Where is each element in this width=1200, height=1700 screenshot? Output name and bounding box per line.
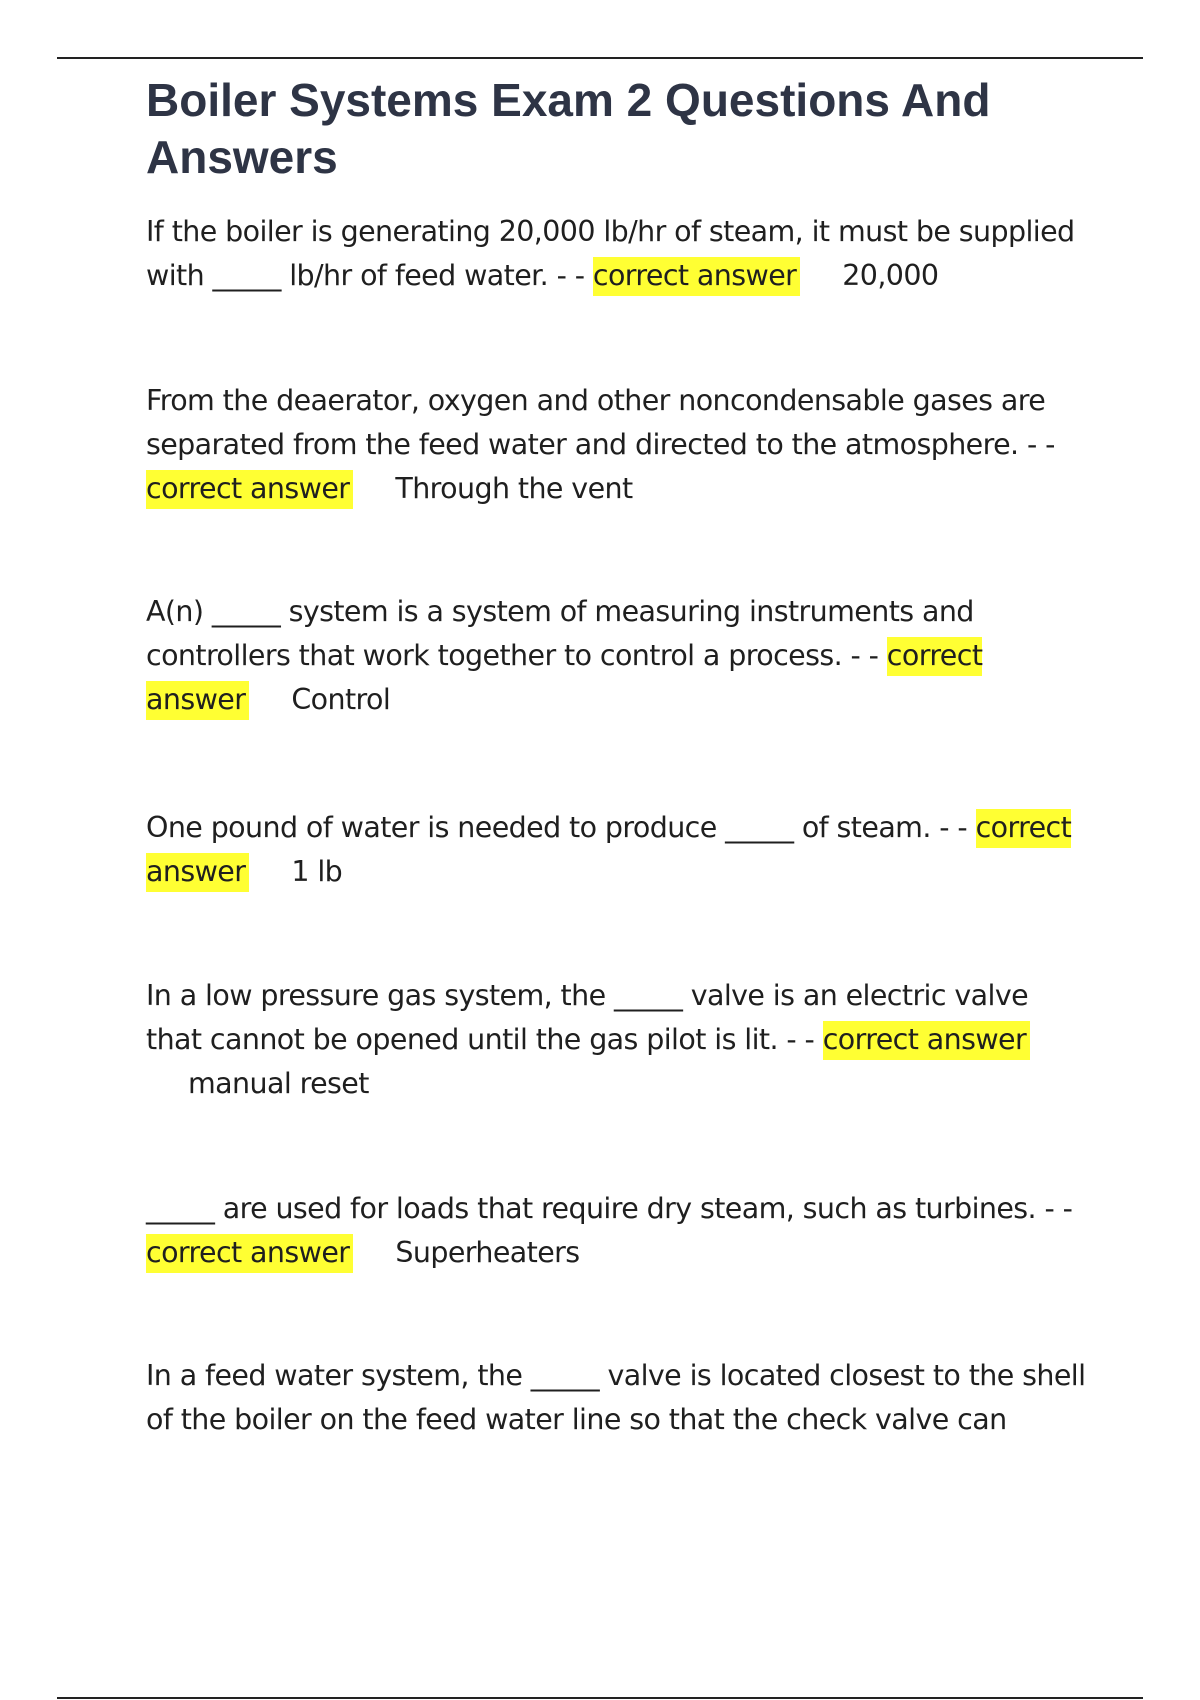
question-text: One pound of water is needed to produce _____ of steam. - - [146,811,968,844]
correct-answer-label: correct answer [146,809,1071,892]
answer-text: 20,000 [842,259,939,292]
question-text: In a low pressure gas system, the _____ valve is an electric valve that cannot be opened until the gas pilot is lit. - - [146,979,1029,1056]
qa-item [146,590,1086,722]
bottom-rule [57,1697,1143,1699]
correct-answer-label: correct answer [146,1234,353,1273]
qa-item [146,1354,1086,1442]
answer-text: Superheaters [395,1236,580,1269]
correct-answer-label: correct answer [146,637,982,720]
qa-item [146,974,1086,1106]
qa-item [146,210,1086,298]
correct-answer-label: correct answer [593,257,800,296]
top-rule [57,57,1143,59]
answer-text: Control [291,683,391,716]
question-text: From the deaerator, oxygen and other noncondensable gases are separated from the feed water and directed to the atmosphere. - - [146,384,1055,461]
question-text: A(n) _____ system is a system of measuring instruments and controllers that work together to control a process. - - [146,595,974,672]
correct-answer-label: correct answer [146,470,353,509]
question-text: If the boiler is generating 20,000 lb/hr of steam, it must be supplied with _____ lb/hr of feed water. - - [146,215,1075,292]
correct-answer-label: correct answer [823,1021,1030,1060]
document-title: Boiler Systems Exam 2 Questions And Answers [146,74,991,183]
qa-item [146,806,1086,894]
answer-text: Through the vent [395,472,633,505]
answer-text: 1 lb [291,855,343,888]
qa-item [146,379,1086,511]
question-text: In a feed water system, the _____ valve is located closest to the shell of the boiler on the feed water line so that the check valve can [146,1359,1086,1436]
qa-item [146,1187,1086,1275]
question-text: _____ are used for loads that require dry steam, such as turbines. - - [146,1192,1073,1225]
answer-text: manual reset [188,1067,369,1100]
